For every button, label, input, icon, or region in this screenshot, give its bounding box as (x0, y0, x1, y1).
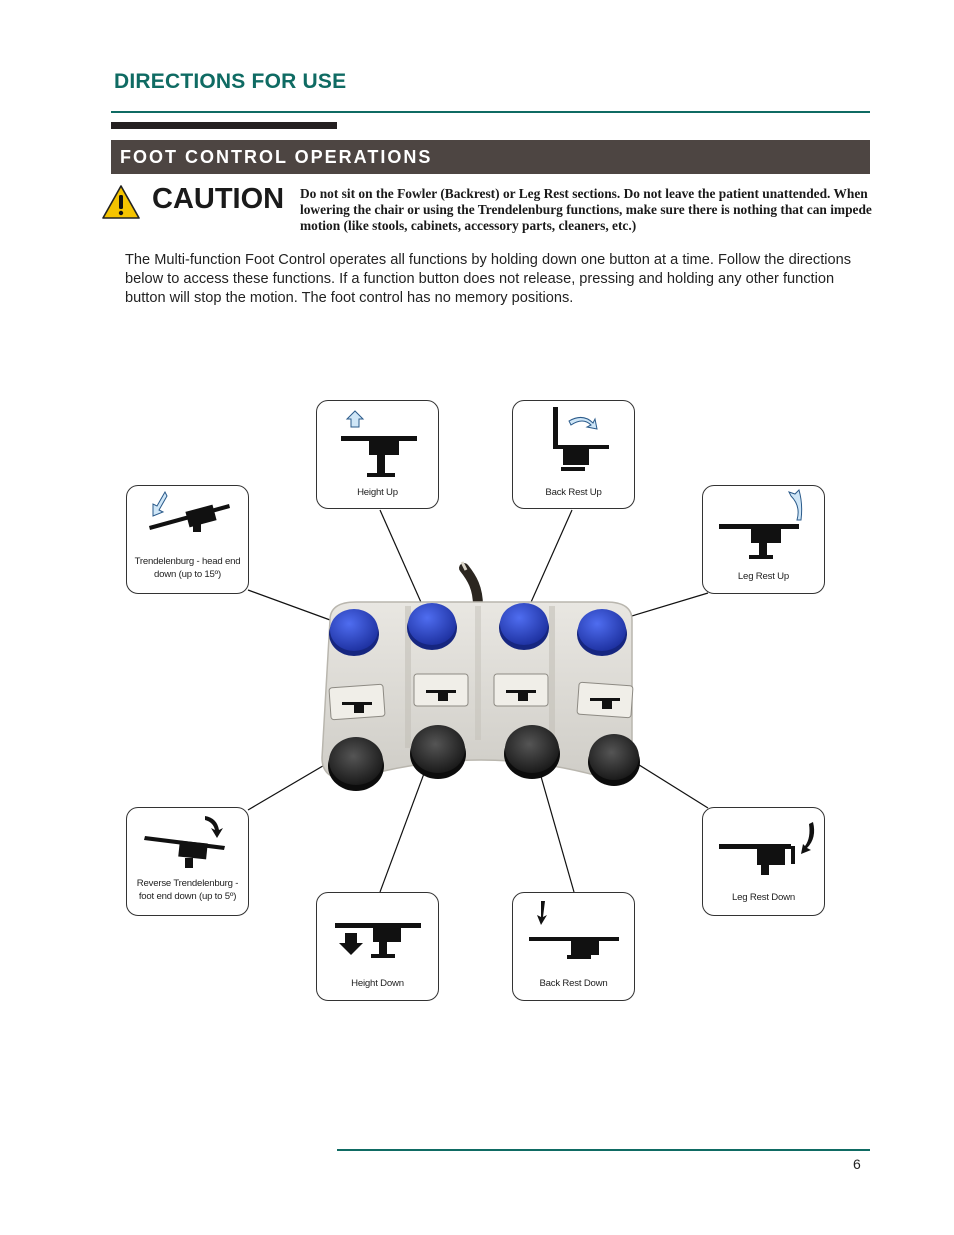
page-number: 6 (853, 1156, 861, 1172)
callout-leg-rest-down (702, 807, 825, 916)
back-rest-down-label: Back Rest Down (539, 978, 608, 989)
subsection-title: FOOT CONTROL OPERATIONS (120, 147, 433, 167)
reverse-trendelenburg-label: Reverse Trendelenburg - foot end down (up to 5º) (136, 878, 239, 902)
callout-reverse-trendelenburg (126, 807, 249, 916)
callout-back-rest-down (512, 892, 635, 1001)
footer-divider (337, 1149, 870, 1151)
leg-rest-down-label: Leg Rest Down (732, 892, 795, 903)
caution-text: Do not sit on the Fowler (Backrest) or Leg Rest sections. Do not leave the patient unattended. When lowering the chair or using the Trendelenburg functions, make sure there is nothing that can impede motion (like stools, cabinets, accessory parts, cleaners, etc.) (300, 186, 872, 233)
foot-control-pedal (316, 558, 646, 798)
callout-leg-rest-up (702, 485, 825, 594)
height-up-label: Height Up (357, 487, 398, 498)
section-title: DIRECTIONS FOR USE (114, 70, 347, 93)
callout-height-down (316, 892, 439, 1001)
callout-height-up (316, 400, 439, 509)
back-rest-up-label: Back Rest Up (545, 487, 602, 498)
intro-paragraph: The Multi-function Foot Control operates all functions by holding down one button at a time. Follow the directions below to access these functions. If a function button does not release, pressing and holding any other function button will stop the motion. The foot control has no memory positions. (125, 252, 852, 306)
caution-heading: CAUTION (152, 183, 285, 215)
callout-trendelenburg (126, 485, 249, 594)
height-down-label: Height Down (351, 978, 404, 989)
trendelenburg-label: Trendelenburg - head end down (up to 15º) (134, 556, 241, 580)
callout-back-rest-up (512, 400, 635, 509)
leg-rest-up-label: Leg Rest Up (737, 571, 790, 582)
